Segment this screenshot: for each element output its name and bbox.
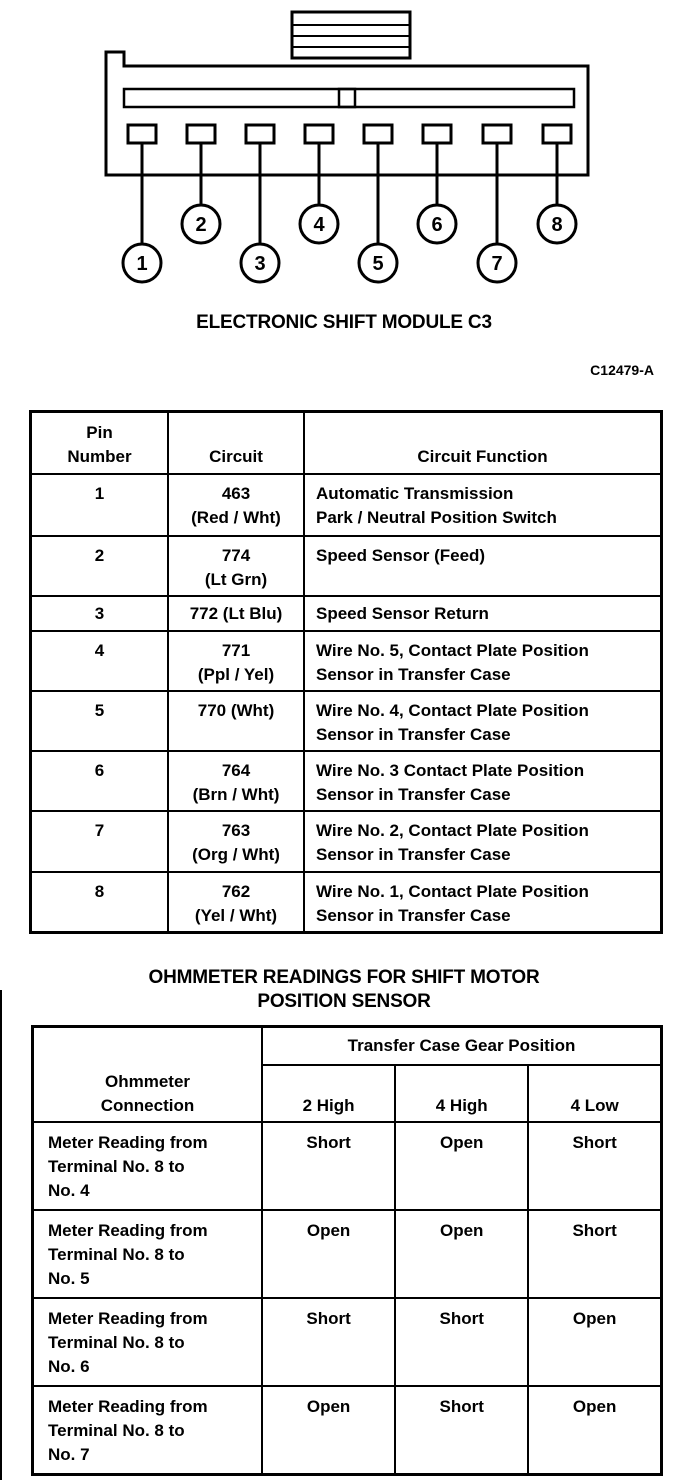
header-2-high: 2 High bbox=[262, 1065, 395, 1122]
reading-cell: Short bbox=[395, 1298, 528, 1386]
pin-callout-label: 7 bbox=[491, 253, 503, 275]
pin-callout-label: 4 bbox=[313, 214, 325, 236]
reading-cell: Short bbox=[262, 1298, 395, 1386]
circuit-function-cell-line: Wire No. 1, Contact Plate Position bbox=[316, 881, 589, 901]
circuit-cell-line: (Yel / Wht) bbox=[194, 905, 278, 925]
connector-pin-1 bbox=[128, 125, 156, 143]
pin-callout-label: 3 bbox=[254, 253, 266, 275]
connector-pin-7 bbox=[483, 125, 511, 143]
circuit-function-cell-line: Sensor in Transfer Case bbox=[316, 724, 511, 744]
circuit-function-cell-line: Sensor in Transfer Case bbox=[316, 664, 511, 684]
pin-number-cell bbox=[31, 596, 169, 631]
circuit-cell-line: (Brn / Wht) bbox=[192, 784, 280, 804]
circuit-function-cell-line: Sensor in Transfer Case bbox=[316, 784, 511, 804]
header-pin-number bbox=[31, 412, 169, 474]
ohmmeter-connection-line: No. 4 bbox=[48, 1180, 90, 1200]
connector-diagram bbox=[0, 0, 688, 300]
header-4-low: 4 Low bbox=[528, 1065, 661, 1122]
circuit-cell bbox=[168, 474, 304, 536]
pin-number-cell-line: 1 bbox=[94, 483, 105, 503]
pin-number-cell bbox=[31, 536, 169, 596]
table-row bbox=[31, 811, 662, 872]
circuit-cell bbox=[168, 631, 304, 691]
circuit-function-cell-line: Wire No. 2, Contact Plate Position bbox=[316, 820, 589, 840]
circuit-cell-line: (Red / Wht) bbox=[191, 507, 281, 527]
circuit-function-cell bbox=[304, 596, 662, 631]
ohmmeter-connection-line: Meter Reading from bbox=[48, 1220, 208, 1240]
ohmmeter-connection-line: Meter Reading from bbox=[48, 1132, 208, 1152]
circuit-cell bbox=[168, 872, 304, 933]
connector-pin-6 bbox=[423, 125, 451, 143]
pin-callout-label: 6 bbox=[431, 214, 443, 236]
ohmmeter-connection-line: Terminal No. 8 to bbox=[48, 1332, 185, 1352]
circuit-cell bbox=[168, 811, 304, 872]
circuit-function-cell-line: Sensor in Transfer Case bbox=[316, 844, 511, 864]
pin-number-cell-line: 7 bbox=[94, 820, 105, 840]
circuit-function-cell bbox=[304, 536, 662, 596]
reading-cell: Open bbox=[528, 1298, 661, 1386]
ohmmeter-title-line1: OHMMETER READINGS FOR SHIFT MOTOR bbox=[148, 967, 540, 988]
ohmmeter-connection-line: Terminal No. 8 to bbox=[48, 1420, 185, 1440]
connector-caption: ELECTRONIC SHIFT MODULE C3 bbox=[196, 312, 492, 333]
circuit-cell-line: 770 (Wht) bbox=[197, 700, 275, 720]
table-row bbox=[31, 631, 662, 691]
reading-cell: Open bbox=[395, 1122, 528, 1210]
circuit-function-cell bbox=[304, 691, 662, 751]
circuit-function-cell-line: Speed Sensor (Feed) bbox=[316, 545, 486, 565]
ohmmeter-title-line2: POSITION SENSOR bbox=[257, 991, 431, 1012]
pin-number-cell-line: 2 bbox=[94, 545, 105, 565]
ohmmeter-connection-line: No. 6 bbox=[48, 1356, 90, 1376]
ohmmeter-table bbox=[31, 1025, 663, 1476]
reading-cell: Short bbox=[528, 1122, 661, 1210]
circuit-function-cell bbox=[304, 751, 662, 811]
pin-number-cell bbox=[31, 631, 169, 691]
circuit-function-cell bbox=[304, 474, 662, 536]
header-4-high: 4 High bbox=[395, 1065, 528, 1122]
pin-number-cell-line: 8 bbox=[94, 881, 105, 901]
ohmmeter-connection-cell bbox=[33, 1122, 263, 1210]
header-circuit: Circuit bbox=[168, 412, 304, 474]
pin-callout-label: 2 bbox=[195, 214, 207, 236]
table-row bbox=[33, 1386, 662, 1475]
pin-number-cell-line: 3 bbox=[94, 603, 105, 623]
reading-cell: Open bbox=[528, 1386, 661, 1475]
circuit-cell-line: (Org / Wht) bbox=[192, 844, 280, 864]
table-row bbox=[31, 596, 662, 631]
ohmmeter-connection-line: Meter Reading from bbox=[48, 1396, 208, 1416]
pin-number-cell bbox=[31, 751, 169, 811]
ohmmeter-connection-line: Terminal No. 8 to bbox=[48, 1156, 185, 1176]
circuit-cell-line: (Ppl / Yel) bbox=[197, 664, 275, 684]
circuit-function-cell-line: Speed Sensor Return bbox=[316, 603, 489, 623]
circuit-cell-line: 762 bbox=[221, 881, 251, 901]
table-row bbox=[33, 1122, 662, 1210]
table-row bbox=[33, 1298, 662, 1386]
reading-cell: Short bbox=[528, 1210, 661, 1298]
circuit-cell-line: 764 bbox=[221, 760, 251, 780]
circuit-function-cell-line: Wire No. 3 Contact Plate Position bbox=[316, 760, 585, 780]
pin-number-cell-line: 5 bbox=[94, 700, 105, 720]
circuit-cell-line: 763 bbox=[221, 820, 251, 840]
connector-pins bbox=[123, 125, 576, 282]
table-row bbox=[31, 474, 662, 536]
circuit-function-cell-line: Wire No. 4, Contact Plate Position bbox=[316, 700, 589, 720]
pin-number-cell-line: 6 bbox=[94, 760, 105, 780]
circuit-cell-line: 772 (Lt Blu) bbox=[189, 603, 283, 623]
header-ohmmeter-connection bbox=[33, 1027, 263, 1122]
pin-callout-label: 8 bbox=[551, 214, 563, 236]
circuit-function-cell-line: Park / Neutral Position Switch bbox=[316, 507, 557, 527]
table-row bbox=[31, 536, 662, 596]
connector-pin-5 bbox=[364, 125, 392, 143]
header-conn-line: Ohmmeter bbox=[104, 1071, 191, 1091]
table-row bbox=[33, 1210, 662, 1298]
circuit-cell bbox=[168, 536, 304, 596]
circuit-cell-line: (Lt Grn) bbox=[204, 569, 268, 589]
circuit-cell-line: 774 bbox=[221, 545, 251, 565]
figure-id: C12479-A bbox=[590, 362, 654, 378]
reading-cell: Open bbox=[262, 1386, 395, 1475]
pin-number-cell bbox=[31, 811, 169, 872]
ohmmeter-connection-cell bbox=[33, 1386, 263, 1475]
ohmmeter-connection-cell bbox=[33, 1298, 263, 1386]
reading-cell: Open bbox=[262, 1210, 395, 1298]
table-row bbox=[31, 751, 662, 811]
circuit-function-cell-line: Wire No. 5, Contact Plate Position bbox=[316, 640, 589, 660]
ohmmeter-connection-line: Meter Reading from bbox=[48, 1308, 208, 1328]
header-gear-position: Transfer Case Gear Position bbox=[262, 1027, 662, 1065]
circuit-function-cell bbox=[304, 631, 662, 691]
pin-number-cell bbox=[31, 474, 169, 536]
circuit-cell bbox=[168, 596, 304, 631]
ohmmeter-connection-line: No. 7 bbox=[48, 1444, 90, 1464]
pin-number-cell bbox=[31, 691, 169, 751]
circuit-cell-line: 463 bbox=[221, 483, 251, 503]
pin-callout-label: 5 bbox=[372, 253, 384, 275]
circuit-function-cell-line: Automatic Transmission bbox=[316, 483, 514, 503]
connector-pin-3 bbox=[246, 125, 274, 143]
connector-pin-4 bbox=[305, 125, 333, 143]
margin-rule bbox=[0, 990, 2, 1480]
connector-pin-8 bbox=[543, 125, 571, 143]
pin-number-cell bbox=[31, 872, 169, 933]
pin-callout-label: 1 bbox=[136, 253, 148, 275]
circuit-function-cell bbox=[304, 872, 662, 933]
circuit-cell bbox=[168, 751, 304, 811]
circuit-cell-line: 771 bbox=[221, 640, 251, 660]
ohmmeter-connection-cell bbox=[33, 1210, 263, 1298]
ohmmeter-connection-line: Terminal No. 8 to bbox=[48, 1244, 185, 1264]
circuit-function-cell bbox=[304, 811, 662, 872]
ohmmeter-connection-line: No. 5 bbox=[48, 1268, 90, 1288]
reading-cell: Short bbox=[395, 1386, 528, 1475]
pin-number-cell-line: 4 bbox=[94, 640, 105, 660]
circuit-function-cell-line: Sensor in Transfer Case bbox=[316, 905, 511, 925]
pin-function-table bbox=[29, 410, 663, 934]
reading-cell: Short bbox=[262, 1122, 395, 1210]
connector-pin-2 bbox=[187, 125, 215, 143]
circuit-cell bbox=[168, 691, 304, 751]
reading-cell: Open bbox=[395, 1210, 528, 1298]
table-row bbox=[31, 691, 662, 751]
header-pin-line: Pin bbox=[86, 422, 113, 442]
header-pin-line: Number bbox=[67, 446, 132, 466]
header-circuit-function: Circuit Function bbox=[304, 412, 662, 474]
table-row bbox=[31, 872, 662, 933]
header-conn-line: Connection bbox=[100, 1095, 195, 1115]
